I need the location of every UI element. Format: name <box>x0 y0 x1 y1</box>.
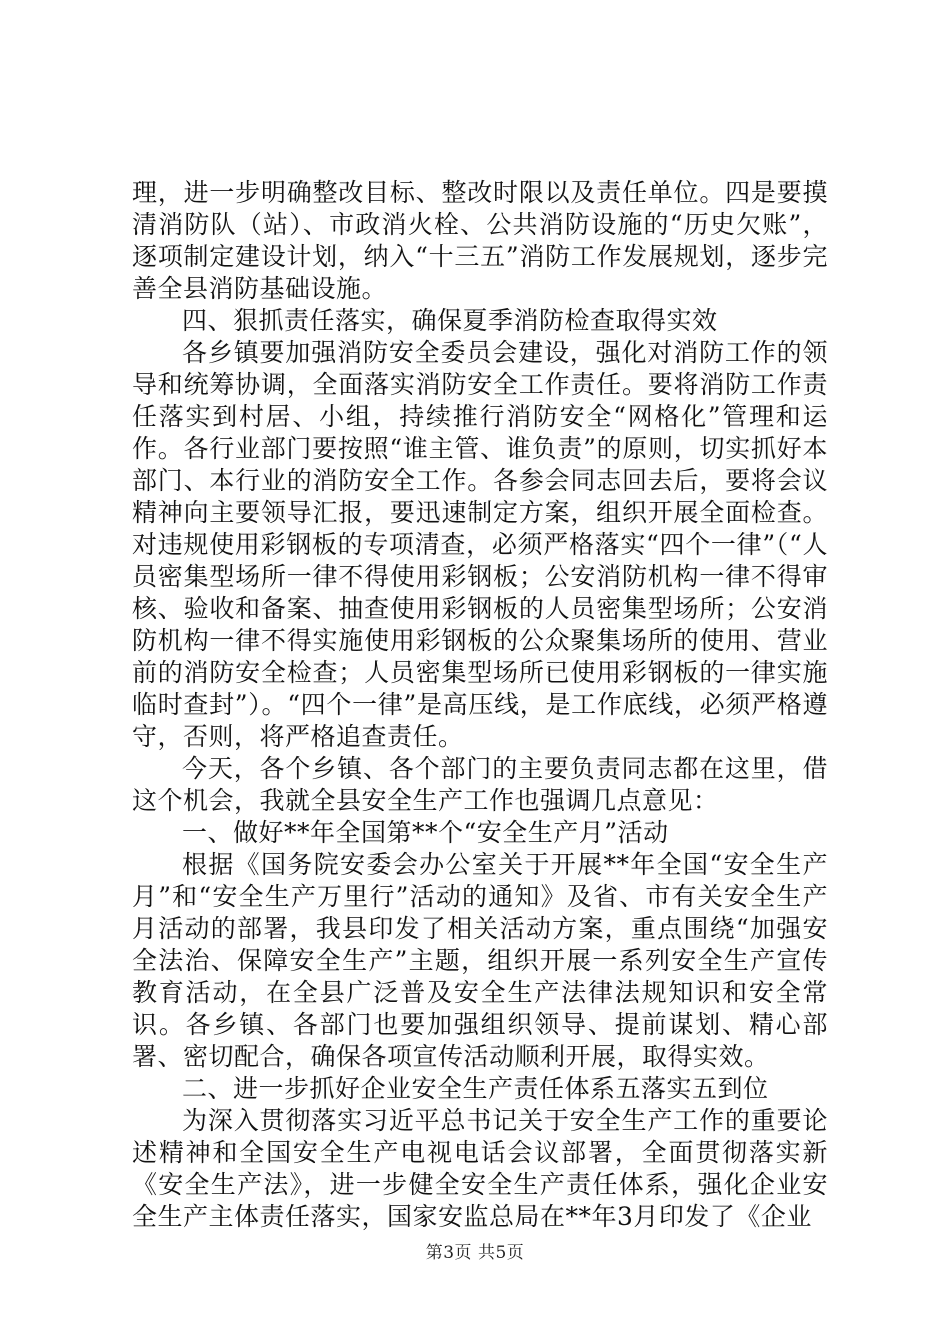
document-body <box>132 177 828 1233</box>
section-heading-1: 一、做好**年全国第**个“安全生产月”活动 <box>182 818 669 847</box>
section-heading-4: 四、狠抓责任落实，确保夏季消防检查取得实效 <box>182 306 718 335</box>
section-heading-2: 二、进一步抓好企业安全生产责任体系五落实五到位 <box>182 1074 769 1103</box>
paragraph-2: 各乡镇要加强消防安全委员会建设，强化对消防工作的领导和统筹协调，全面落实消防安全工作责任。要将消防工作责任落实到村居、小组，持续推行消防安全“网格化”管理和运作。各行业部门要按照“谁主管、谁负责”的原则，切实抓好本部门、本行业的消防安全工作。各参会同志回去后，要将会议精神向主要领导汇报，要迅速制定方案，组织开展全面检查。对违规使用彩钢板的专项清查，必须严格落实“四个一律”（“人员密集型场所一律不得使用彩钢板；公安消防机构一律不得审核、验收和备案、抽查使用彩钢板的人员密集型场所；公安消防机构一律不得实施使用彩钢板的公众聚集场所的使用、营业前的消防安全检查；人员密集型场所已使用彩钢板的一律实施临时查封”）。“四个一律”是高压线，是工作底线，必须严格遵守，否则，将严格追查责任。 <box>132 338 828 751</box>
paragraph-3: 今天，各个乡镇、各个部门的主要负责同志都在这里，借这个机会，我就全县安全生产工作也强调几点意见： <box>132 754 828 815</box>
paragraph-4: 根据《国务院安委会办公室关于开展**年全国“安全生产月”和“安全生产万里行”活动的通知》及省、市有关安全生产月活动的部署，我县印发了相关活动方案，重点围绕“加强安全法治、保障安全生产”主题，组织开展一系列安全生产宣传教育活动，在全县广泛普及安全生产法律法规知识和安全常识。各乡镇、各部门也要加强组织领导、提前谋划、精心部署、密切配合，确保各项宣传活动顺利开展，取得实效。 <box>132 850 828 1071</box>
page-number-footer: 第3页 共5页 <box>425 1243 525 1263</box>
paragraph-5: 为深入贯彻落实习近平总书记关于安全生产工作的重要论述精神和全国安全生产电视电话会议部署，全面贯彻落实新《安全生产法》，进一步健全安全生产责任体系，强化企业安全生产主体责任落实，国家安监总局在**年3月印发了《企业 <box>132 1106 828 1231</box>
paragraph-1: 理，进一步明确整改目标、整改时限以及责任单位。四是要摸清消防队（站）、市政消火栓、公共消防设施的“历史欠账”，逐项制定建设计划，纳入“十三五”消防工作发展规划，逐步完善全县消防基础设施。 <box>132 178 828 303</box>
